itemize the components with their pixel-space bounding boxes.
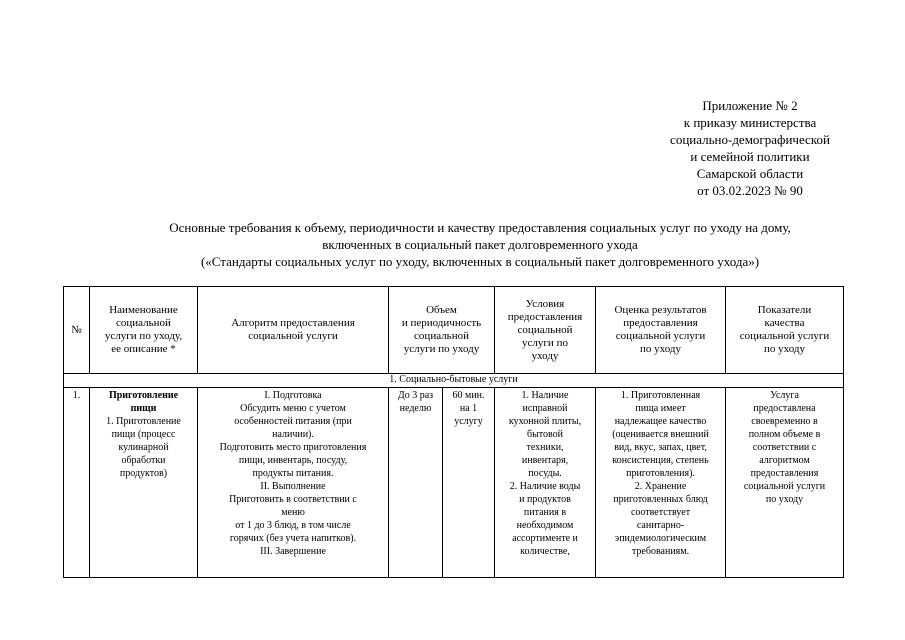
- row-duration: 60 мин. на 1 услугу: [443, 388, 495, 578]
- appendix-line: Самарской области: [696, 166, 804, 181]
- title-line: («Стандарты социальных услуг по уходу, включенных в социальный пакет долговременного ухода»): [200, 254, 760, 269]
- standards-table: [63, 286, 844, 578]
- title-line: Основные требования к объему, периодичности и качеству предоставления социальных услуг по уходу на дому,: [169, 220, 791, 235]
- row-algorithm: I. Подготовка Обсудить меню с учетом особенностей питания (при наличии). Подготовить место приготовления пищи, инвентарь, посуду, продукты питания. II. Выполнение Приготовить в соответствии с меню от 1 до 3 блюд, в том числе горячих (без учета напитков). III. Завершение: [198, 388, 389, 578]
- header-num: №: [64, 287, 90, 374]
- row-num: 1.: [64, 388, 90, 578]
- title-line: включенных в социальный пакет долговременного ухода: [322, 237, 638, 252]
- document-title: [60, 219, 900, 270]
- table-row: [64, 388, 844, 578]
- row-name: Приготовление пищи 1. Приготовление пищи (процесс кулинарной обработки продуктов): [90, 388, 198, 578]
- header-volume: Объем и периодичность социальной услуги по уходу: [389, 287, 495, 374]
- appendix-line: к приказу министерства: [683, 115, 817, 130]
- table-section-row: [64, 374, 844, 388]
- appendix-line: от 03.02.2023 № 90: [697, 183, 803, 198]
- header-conditions: Условия предоставления социальной услуги по уходу: [495, 287, 596, 374]
- table-header-row: [64, 287, 844, 374]
- row-indicators: Услуга предоставлена своевременно в полном объеме в соответствии с алгоритмом предоставления социальной услуги по уходу: [726, 388, 844, 578]
- appendix-line: и семейной политики: [690, 149, 810, 164]
- header-indicators: Показатели качества социальной услуги по уходу: [726, 287, 844, 374]
- row-evaluation: 1. Приготовленная пища имеет надлежащее качество (оценивается внешний вид, вкус, запах, цвет, консистенция, степень приготовления). 2. Хранение приготовленных блюд соответствует санитарно- эпидемиологическим требованиям.: [596, 388, 726, 578]
- row-frequency: До 3 раз неделю: [389, 388, 443, 578]
- appendix-line: Приложение № 2: [702, 98, 798, 113]
- appendix-line: социально-демографической: [670, 132, 830, 147]
- header-name: Наименование социальной услуги по уходу, ее описание *: [90, 287, 198, 374]
- header-evaluation: Оценка результатов предоставления социальной услуги по уходу: [596, 287, 726, 374]
- row-conditions: 1. Наличие исправной кухонной плиты, бытовой техники, инвентаря, посуды. 2. Наличие воды и продуктов питания в необходимом ассортименте и количестве,: [495, 388, 596, 578]
- header-algorithm: Алгоритм предоставления социальной услуги: [198, 287, 389, 374]
- section-title: 1. Социально-бытовые услуги: [64, 374, 844, 388]
- appendix-block: [655, 97, 845, 199]
